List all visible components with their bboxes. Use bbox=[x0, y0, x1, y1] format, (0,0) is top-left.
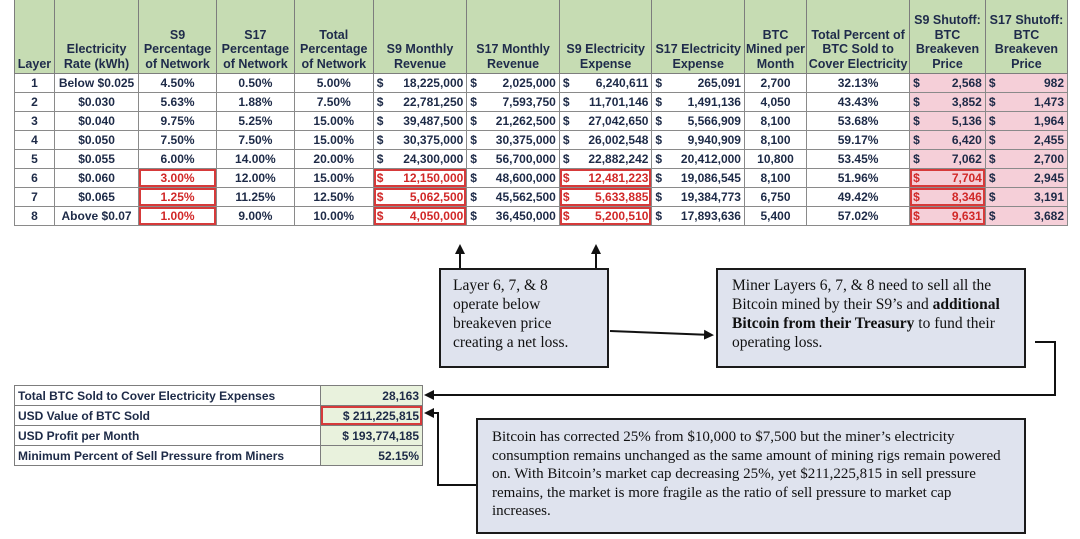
cell-s17pct: 9.00% bbox=[216, 207, 294, 226]
cell-value: 19,384,773 bbox=[680, 190, 741, 204]
cell-layer: 2 bbox=[15, 93, 55, 112]
cell-value: 1,473 bbox=[1033, 95, 1064, 109]
currency-symbol: $ bbox=[376, 76, 384, 90]
cell-rate: $0.055 bbox=[54, 150, 138, 169]
cell-s17exp bbox=[652, 112, 745, 131]
cell-value: 22,882,242 bbox=[588, 152, 649, 166]
cell-s9rev bbox=[373, 150, 467, 169]
cell-btc: 8,100 bbox=[744, 131, 806, 150]
cell-value: 24,300,000 bbox=[403, 152, 464, 166]
cell-s9be bbox=[910, 188, 986, 207]
cell-totpct: 15.00% bbox=[294, 131, 373, 150]
cell-value: 265,091 bbox=[697, 76, 741, 90]
cell-btc: 10,800 bbox=[744, 150, 806, 169]
cell-totpct: 7.50% bbox=[294, 93, 373, 112]
cell-s17be bbox=[985, 74, 1067, 93]
cell-value: 5,566,909 bbox=[687, 114, 741, 128]
cell-layer: 5 bbox=[15, 150, 55, 169]
header-percent-sold: Total Percent of BTC Sold to Cover Electricity bbox=[807, 0, 910, 74]
cell-value: 7,062 bbox=[951, 152, 982, 166]
summary-row bbox=[15, 426, 423, 446]
cell-s17be bbox=[985, 207, 1067, 226]
table-row bbox=[15, 188, 1068, 207]
cell-s17rev bbox=[467, 207, 560, 226]
currency-symbol: $ bbox=[376, 171, 384, 185]
header-s9-expense: S9 Electricity Expense bbox=[559, 0, 652, 74]
cell-rate: $0.040 bbox=[54, 112, 138, 131]
cell-btc: 8,100 bbox=[744, 112, 806, 131]
cell-s9rev bbox=[373, 112, 467, 131]
currency-symbol: $ bbox=[913, 114, 920, 128]
header-s9-revenue: S9 Monthly Revenue bbox=[373, 0, 467, 74]
cell-layer: 6 bbox=[15, 169, 55, 188]
cell-rate: Above $0.07 bbox=[54, 207, 138, 226]
cell-s17be bbox=[985, 150, 1067, 169]
cell-value: 36,450,000 bbox=[495, 209, 556, 223]
cell-s17pct: 12.00% bbox=[216, 169, 294, 188]
currency-symbol: $ bbox=[470, 114, 477, 128]
cell-btc: 5,400 bbox=[744, 207, 806, 226]
cell-s9pct: 4.50% bbox=[139, 74, 217, 93]
cell-s9pct: 1.25% bbox=[139, 188, 217, 207]
cell-s17be bbox=[985, 188, 1067, 207]
cell-s17pct: 11.25% bbox=[216, 188, 294, 207]
currency-symbol: $ bbox=[988, 76, 996, 90]
cell-value: 5,136 bbox=[951, 114, 982, 128]
cell-s17rev bbox=[467, 150, 560, 169]
cell-value: 3,191 bbox=[1033, 190, 1064, 204]
cell-value: 48,600,000 bbox=[495, 171, 556, 185]
cell-layer: 7 bbox=[15, 188, 55, 207]
cell-value: 22,781,250 bbox=[403, 95, 464, 109]
currency-symbol: $ bbox=[988, 190, 996, 204]
arrow-loss-to-sell bbox=[610, 331, 712, 335]
cell-s9rev bbox=[373, 169, 467, 188]
cell-s9exp bbox=[559, 131, 652, 150]
summary-label: USD Profit per Month bbox=[15, 426, 321, 446]
cell-s9pct: 9.75% bbox=[139, 112, 217, 131]
currency-symbol: $ bbox=[913, 133, 920, 147]
cell-s9pct: 7.50% bbox=[139, 131, 217, 150]
summary-row bbox=[15, 406, 423, 426]
cell-s17be bbox=[985, 93, 1067, 112]
cell-totpct: 10.00% bbox=[294, 207, 373, 226]
cell-layer: 4 bbox=[15, 131, 55, 150]
currency-symbol: $ bbox=[655, 190, 663, 204]
table-header-row bbox=[15, 0, 1068, 74]
currency-symbol: $ bbox=[655, 209, 663, 223]
cell-s17exp bbox=[652, 93, 745, 112]
cell-totpct: 5.00% bbox=[294, 74, 373, 93]
currency-symbol: $ bbox=[562, 95, 570, 109]
summary-label: Minimum Percent of Sell Pressure from Miners bbox=[15, 446, 321, 466]
cell-s9exp bbox=[559, 207, 652, 226]
cell-sold: 53.68% bbox=[807, 112, 910, 131]
currency-symbol: $ bbox=[562, 190, 570, 204]
cell-value: 2,700 bbox=[1033, 152, 1064, 166]
sell-callout-text-prefix: Miner Layers 6, 7, & 8 need to sell all the Bitcoin mined by their S9’s and bbox=[732, 277, 992, 313]
cell-sold: 59.17% bbox=[807, 131, 910, 150]
cell-s17be bbox=[985, 112, 1067, 131]
summary-row bbox=[15, 446, 423, 466]
header-electricity-rate: Electricity Rate (kWh) bbox=[54, 0, 138, 74]
currency-symbol: $ bbox=[655, 114, 663, 128]
header-s17-revenue: S17 Monthly Revenue bbox=[467, 0, 560, 74]
cell-value: 2,945 bbox=[1033, 171, 1064, 185]
cell-value: 7,593,750 bbox=[502, 95, 556, 109]
header-total-percentage: Total Percentage of Network bbox=[294, 0, 373, 74]
cell-s9rev bbox=[373, 74, 467, 93]
cell-value: 12,150,000 bbox=[403, 171, 464, 185]
header-s17-breakeven: S17 Shutoff: BTC Breakeven Price bbox=[985, 0, 1067, 74]
currency-symbol: $ bbox=[376, 95, 384, 109]
table-row bbox=[15, 207, 1068, 226]
cell-value: 7,704 bbox=[951, 171, 982, 185]
cell-value: 6,420 bbox=[951, 133, 982, 147]
cell-value: 5,633,885 bbox=[595, 190, 649, 204]
cell-s17rev bbox=[467, 131, 560, 150]
currency-symbol: $ bbox=[655, 152, 663, 166]
cell-value: 26,002,548 bbox=[588, 133, 649, 147]
cell-value: 21,262,500 bbox=[495, 114, 556, 128]
cell-s9rev bbox=[373, 131, 467, 150]
currency-symbol: $ bbox=[913, 76, 920, 90]
sell-callout-text-suffix: to fund their operating loss. bbox=[732, 315, 995, 351]
cell-layer: 8 bbox=[15, 207, 55, 226]
cell-value: 17,893,636 bbox=[680, 209, 741, 223]
cell-s17exp bbox=[652, 74, 745, 93]
cell-rate: $0.065 bbox=[54, 188, 138, 207]
cell-value: 18,225,000 bbox=[403, 76, 464, 90]
cell-value: 2,568 bbox=[951, 76, 982, 90]
cell-s9pct: 6.00% bbox=[139, 150, 217, 169]
cell-s17pct: 7.50% bbox=[216, 131, 294, 150]
market-callout bbox=[476, 418, 1026, 534]
cell-rate: $0.030 bbox=[54, 93, 138, 112]
currency-symbol: $ bbox=[913, 190, 920, 204]
currency-symbol: $ bbox=[470, 95, 477, 109]
cell-layer: 3 bbox=[15, 112, 55, 131]
cell-value: 11,701,146 bbox=[589, 95, 649, 109]
currency-symbol: $ bbox=[470, 133, 477, 147]
cell-s9be bbox=[910, 93, 986, 112]
loss-callout bbox=[439, 268, 609, 368]
header-s17-expense: S17 Electricity Expense bbox=[652, 0, 745, 74]
cell-s17exp bbox=[652, 207, 745, 226]
cell-s9exp bbox=[559, 188, 652, 207]
cell-value: 4,050,000 bbox=[409, 209, 464, 223]
arrow-market-to-usd bbox=[426, 413, 476, 485]
cell-s17pct: 1.88% bbox=[216, 93, 294, 112]
currency-symbol: $ bbox=[988, 152, 996, 166]
cell-sold: 53.45% bbox=[807, 150, 910, 169]
currency-symbol: $ bbox=[988, 95, 996, 109]
cell-s17rev bbox=[467, 169, 560, 188]
cell-s9be bbox=[910, 169, 986, 188]
cell-value: 1,964 bbox=[1033, 114, 1064, 128]
cell-value: 5,062,500 bbox=[409, 190, 464, 204]
cell-btc: 6,750 bbox=[744, 188, 806, 207]
summary-value: $ 193,774,185 bbox=[321, 426, 423, 446]
cell-sold: 49.42% bbox=[807, 188, 910, 207]
currency-symbol: $ bbox=[988, 133, 996, 147]
cell-s17exp bbox=[652, 131, 745, 150]
cell-s9pct: 5.63% bbox=[139, 93, 217, 112]
currency-symbol: $ bbox=[655, 133, 663, 147]
sell-callout bbox=[716, 268, 1026, 368]
cell-sold: 32.13% bbox=[807, 74, 910, 93]
summary-table bbox=[14, 385, 423, 466]
cell-value: 45,562,500 bbox=[495, 190, 556, 204]
cell-s9be bbox=[910, 131, 986, 150]
currency-symbol: $ bbox=[376, 114, 384, 128]
cell-sold: 43.43% bbox=[807, 93, 910, 112]
table-row bbox=[15, 150, 1068, 169]
summary-value-highlighted: $ 211,225,815 bbox=[321, 406, 423, 426]
cell-value: 9,940,909 bbox=[687, 133, 741, 147]
cell-s17pct: 14.00% bbox=[216, 150, 294, 169]
cell-s17exp bbox=[652, 150, 745, 169]
cell-value: 8,346 bbox=[951, 190, 982, 204]
cell-value: 2,025,000 bbox=[502, 76, 556, 90]
cell-totpct: 12.50% bbox=[294, 188, 373, 207]
currency-symbol: $ bbox=[988, 171, 996, 185]
cell-value: 2,455 bbox=[1033, 133, 1064, 147]
header-btc-mined: BTC Mined per Month bbox=[744, 0, 806, 74]
cell-value: 39,487,500 bbox=[403, 114, 464, 128]
header-s9-breakeven: S9 Shutoff: BTC Breakeven Price bbox=[910, 0, 986, 74]
cell-btc: 4,050 bbox=[744, 93, 806, 112]
cell-value: 20,412,000 bbox=[680, 152, 741, 166]
cell-s9be bbox=[910, 74, 986, 93]
cell-totpct: 20.00% bbox=[294, 150, 373, 169]
cell-s9exp bbox=[559, 93, 652, 112]
table-row bbox=[15, 93, 1068, 112]
currency-symbol: $ bbox=[988, 209, 996, 223]
currency-symbol: $ bbox=[562, 133, 570, 147]
cell-s9rev bbox=[373, 93, 467, 112]
cell-s9be bbox=[910, 207, 986, 226]
currency-symbol: $ bbox=[655, 171, 663, 185]
cell-s17exp bbox=[652, 188, 745, 207]
currency-symbol: $ bbox=[562, 152, 570, 166]
currency-symbol: $ bbox=[988, 114, 996, 128]
cell-s9exp bbox=[559, 112, 652, 131]
table-row bbox=[15, 112, 1068, 131]
currency-symbol: $ bbox=[470, 152, 477, 166]
cell-btc: 2,700 bbox=[744, 74, 806, 93]
currency-symbol: $ bbox=[562, 209, 570, 223]
cell-s9exp bbox=[559, 169, 652, 188]
currency-symbol: $ bbox=[470, 76, 477, 90]
cell-layer: 1 bbox=[15, 74, 55, 93]
cell-btc: 8,100 bbox=[744, 169, 806, 188]
cell-value: 5,200,510 bbox=[595, 209, 649, 223]
cell-value: 12,481,223 bbox=[588, 171, 649, 185]
currency-symbol: $ bbox=[376, 209, 384, 223]
table-row bbox=[15, 169, 1068, 188]
currency-symbol: $ bbox=[376, 133, 384, 147]
market-callout-text: Bitcoin has corrected 25% from $10,000 to $7,500 but the miner’s electricity consumption remains unchanged as the same amount of mining rigs remain powered on. With Bitcoin’s market cap decreasing 25%, yet $211,225,815 in sell pressure remains, the market is more fragile as the ratio of sell pressure to market cap increases. bbox=[492, 429, 1001, 519]
header-s9-percentage: S9 Percentage of Network bbox=[139, 0, 217, 74]
summary-label: USD Value of BTC Sold bbox=[15, 406, 321, 426]
cell-value: 3,852 bbox=[951, 95, 982, 109]
currency-symbol: $ bbox=[655, 76, 663, 90]
currency-symbol: $ bbox=[655, 95, 663, 109]
cell-value: 30,375,000 bbox=[403, 133, 464, 147]
currency-symbol: $ bbox=[470, 190, 477, 204]
summary-label: Total BTC Sold to Cover Electricity Expenses bbox=[15, 386, 321, 406]
currency-symbol: $ bbox=[913, 209, 920, 223]
currency-symbol: $ bbox=[562, 76, 570, 90]
cell-rate: Below $0.025 bbox=[54, 74, 138, 93]
cell-value: 982 bbox=[1043, 76, 1064, 90]
header-s17-percentage: S17 Percentage of Network bbox=[216, 0, 294, 74]
cell-s9be bbox=[910, 112, 986, 131]
cell-value: 56,700,000 bbox=[495, 152, 556, 166]
cell-sold: 57.02% bbox=[807, 207, 910, 226]
cell-sold: 51.96% bbox=[807, 169, 910, 188]
cell-value: 1,491,136 bbox=[687, 95, 741, 109]
loss-callout-text: Layer 6, 7, & 8 operate below breakeven price creating a net loss. bbox=[453, 277, 569, 351]
cell-s17be bbox=[985, 169, 1067, 188]
cell-rate: $0.050 bbox=[54, 131, 138, 150]
summary-row bbox=[15, 386, 423, 406]
cell-s17rev bbox=[467, 93, 560, 112]
table-row bbox=[15, 74, 1068, 93]
cell-value: 19,086,545 bbox=[680, 171, 741, 185]
cell-value: 9,631 bbox=[951, 209, 982, 223]
currency-symbol: $ bbox=[376, 152, 384, 166]
cell-s9rev bbox=[373, 188, 467, 207]
cell-s9pct: 1.00% bbox=[139, 207, 217, 226]
cell-s17exp bbox=[652, 169, 745, 188]
cell-s17rev bbox=[467, 74, 560, 93]
currency-symbol: $ bbox=[913, 171, 920, 185]
header-layer: Layer bbox=[15, 0, 55, 74]
cell-totpct: 15.00% bbox=[294, 112, 373, 131]
currency-symbol: $ bbox=[913, 95, 920, 109]
cell-s17pct: 0.50% bbox=[216, 74, 294, 93]
currency-symbol: $ bbox=[913, 152, 920, 166]
cell-s17rev bbox=[467, 112, 560, 131]
cell-s9pct: 3.00% bbox=[139, 169, 217, 188]
cell-s9exp bbox=[559, 150, 652, 169]
cell-value: 27,042,650 bbox=[588, 114, 649, 128]
cell-value: 6,240,611 bbox=[595, 76, 649, 90]
summary-value: 52.15% bbox=[321, 446, 423, 466]
cell-s9rev bbox=[373, 207, 467, 226]
currency-symbol: $ bbox=[470, 209, 477, 223]
cell-value: 30,375,000 bbox=[495, 133, 556, 147]
table-row bbox=[15, 131, 1068, 150]
cell-value: 3,682 bbox=[1033, 209, 1064, 223]
currency-symbol: $ bbox=[376, 190, 384, 204]
cell-s9exp bbox=[559, 74, 652, 93]
sell-callout-text-bold: additional Bitcoin from their Treasury bbox=[732, 296, 1000, 332]
cell-s17be bbox=[985, 131, 1067, 150]
cell-s17rev bbox=[467, 188, 560, 207]
summary-value: 28,163 bbox=[321, 386, 423, 406]
currency-symbol: $ bbox=[562, 171, 570, 185]
cell-s9be bbox=[910, 150, 986, 169]
cell-s17pct: 5.25% bbox=[216, 112, 294, 131]
cell-totpct: 15.00% bbox=[294, 169, 373, 188]
currency-symbol: $ bbox=[562, 114, 570, 128]
cell-rate: $0.060 bbox=[54, 169, 138, 188]
currency-symbol: $ bbox=[470, 171, 477, 185]
miner-layers-table bbox=[14, 0, 1068, 226]
